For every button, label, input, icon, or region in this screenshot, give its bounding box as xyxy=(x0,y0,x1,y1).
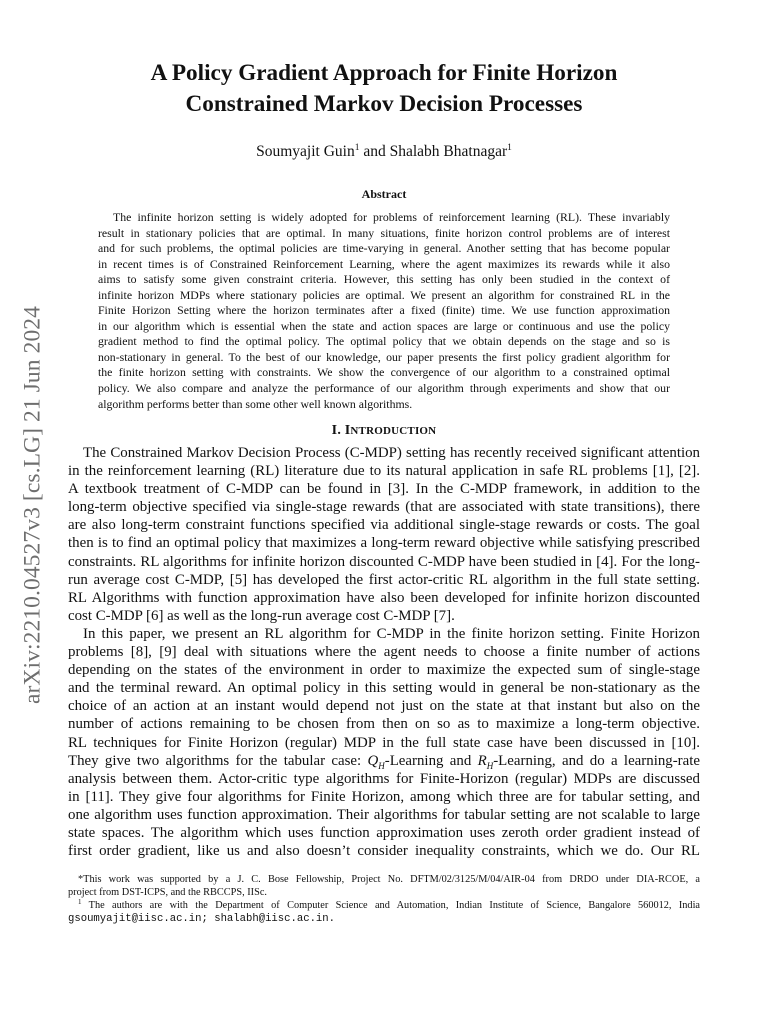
paragraph-line: then is to find an optimal policy that maximizes a long-term reward objective while satisfying prescribed xyxy=(68,535,700,552)
paragraph-line: in the reinforcement learning (RL) literature due to its natural application in safe RL problems [1], [2]. xyxy=(68,463,700,480)
abstract-line: aims to satisfy some given constraint criteria. However, this setting has only been studied in the context of xyxy=(98,272,670,287)
title-line-1: A Policy Gradient Approach for Finite Horizon xyxy=(150,60,618,86)
section-heading-introduction xyxy=(68,423,700,439)
author-name: Shalabh Bhatnagar xyxy=(389,143,508,160)
author-separator: and xyxy=(359,143,390,160)
abstract-line: algorithm performs better than some other well known algorithms. xyxy=(98,396,413,411)
footnote-mark: 1 xyxy=(78,898,82,907)
paragraph-line: A textbook treatment of C-MDP can be found in [3]. In the C-MDP framework, in addition to the xyxy=(68,481,700,498)
abstract-body xyxy=(98,210,670,412)
r-subscript: H xyxy=(486,760,494,771)
paragraph-line: analysis between them. Actor-critic type algorithms for Finite-Horizon (regular) MDPs are discussed xyxy=(68,770,700,787)
paragraph-line: are also long-term constraint functions specified via additional single-stage rewards or costs. The goal xyxy=(68,517,700,534)
affiliation-mark: 1 xyxy=(354,143,360,153)
footnotes xyxy=(68,873,700,926)
affiliation-mark: 1 xyxy=(507,143,512,153)
arxiv-identifier[interactable]: arXiv:2210.04527v3 [cs.LG] 21 Jun 2024 xyxy=(19,305,46,705)
footnote-funding-line: *This work was supported by a J. C. Bose Fellowship, Project No. DFTM/02/3125/M/04/AIR-04 from DRDO under DIA-RCOE, a xyxy=(78,874,700,885)
paragraph-line: one algorithm uses function approximation. Their algorithms for tabular setting are not scalable to large xyxy=(68,806,700,823)
paragraph-line: run average cost C-MDP, [5] has developed the first actor-critic RL algorithm in the full state setting. xyxy=(68,571,700,588)
footnote-affiliation xyxy=(68,899,700,912)
introduction-body xyxy=(68,444,700,860)
math-line-after: -Learning, and do a learning-rate xyxy=(493,752,700,769)
abstract-heading: Abstract xyxy=(361,187,407,201)
paragraph-line: cost C-MDP [6] as well as the long-run average cost C-MDP [7]. xyxy=(68,607,455,624)
r-symbol: R xyxy=(477,752,487,769)
paragraph-line: RL techniques for Finite Horizon (regular) MDP in the full state case have been discussed in [10]. xyxy=(68,734,700,751)
paragraph-line: In this paper, we present an RL algorithm for C-MDP in the finite horizon setting. Finite Horizon xyxy=(83,625,700,642)
math-line-before: They give two algorithms for the tabular case: xyxy=(68,752,368,769)
math-line-middle: -Learning and xyxy=(384,752,478,769)
q-subscript: H xyxy=(378,760,385,771)
author-name: Soumyajit Guin xyxy=(256,143,355,160)
footnote-funding-line: project from DST-ICPS, and the RBCCPS, IISc. xyxy=(68,887,267,899)
abstract-line: Finite Horizon Setting where the horizon terminates after a fixed (finite) time. We use function approximation xyxy=(98,303,670,318)
paragraph-line: The Constrained Markov Decision Process (C-MDP) setting has recently received significant attention xyxy=(83,445,700,461)
paragraph-line: number of actions remaining to be chosen from then on so as to maximize a long-term objective. xyxy=(68,716,700,733)
abstract-line: non-stationary in general. To the best of our knowledge, our paper presents the first policy gradient algorithm for xyxy=(98,349,670,364)
paragraph-line: RL Algorithms with function approximation have also been developed for infinite horizon discounted xyxy=(68,589,700,606)
abstract-line: in recent times is of Constrained Reinforcement Learning, where the agent maximizes its rewards while it also xyxy=(98,256,670,271)
abstract-line: infinite horizon MDPs where stationary policies are optimal. We present an algorithm for constrained RL in the xyxy=(98,287,670,302)
author-emails[interactable]: gsoumyajit@iisc.ac.in; shalabh@iisc.ac.in. xyxy=(68,912,336,925)
abstract-line: result in stationary policies that are optimal. In many situations, finite horizon control problems are of interest xyxy=(98,225,670,240)
abstract-line: in our algorithm which is essential when the state and action spaces are large or continuous and use the policy xyxy=(98,318,670,333)
paragraph-line: depending on the states of the environment in order to maximize the expected sum of single-stage xyxy=(68,662,700,679)
paragraph-line: choice of an action at an instant would depend not just on the state at that instant but also on the xyxy=(68,698,700,715)
abstract-line: the finite horizon setting with constraints. We show the convergence of our algorithm to a constrained optimal xyxy=(98,365,670,380)
paragraph-line: long-term objective specified via single-stage rewards (that are associated with state transitions), there xyxy=(68,499,700,516)
paragraph-line: first order gradient, like us and also doesn’t consider inequality constraints, which we do. Our RL xyxy=(68,843,700,860)
q-symbol: Q xyxy=(367,752,379,769)
paragraph-line: problems [8], [9] deal with situations where the agent needs to choose a finite number of actions xyxy=(68,644,700,661)
section-number: I. xyxy=(331,423,342,438)
abstract-line: gradient method to find the optimal policy. The optimal policy that we obtain depends on the stage and so is xyxy=(98,334,670,349)
abstract-line: policy. We also compare and analyze the performance of our algorithm through experiments and show that our xyxy=(98,381,670,396)
section-title-rest: NTRODUCTION xyxy=(350,425,437,437)
paragraph-line-with-math xyxy=(68,752,700,770)
abstract-line: The infinite horizon setting is widely adopted for problems of reinforcement learning (RL). These invariably xyxy=(113,210,670,224)
footnote-affiliation-text: The authors are with the Department of Computer Science and Automation, Indian Institute of Science, Bangalore 560012, India xyxy=(81,900,700,912)
title-line-2: Constrained Markov Decision Processes xyxy=(185,91,583,117)
author-list xyxy=(68,143,700,161)
section-title-initial: I xyxy=(344,423,351,438)
abstract-line: and for such problems, the optimal policies are time-varying in general. Another setting that has become popular xyxy=(98,241,670,256)
paragraph-line: state spaces. The algorithm which uses function approximation uses zeroth order gradient instead of xyxy=(68,824,700,841)
paragraph-line: constraints. RL algorithms for infinite horizon discounted C-MDP have been studied in [4]. For the long- xyxy=(68,553,700,570)
paragraph-line: in [11]. They give four algorithms for Finite Horizon, among which three are for tabular setting, and xyxy=(68,788,700,805)
paper-title xyxy=(68,58,700,120)
arxiv-sidebar xyxy=(18,278,48,733)
paragraph-line: and the terminal reward. An optimal policy in this setting would in general be non-stationary as the xyxy=(68,680,700,697)
